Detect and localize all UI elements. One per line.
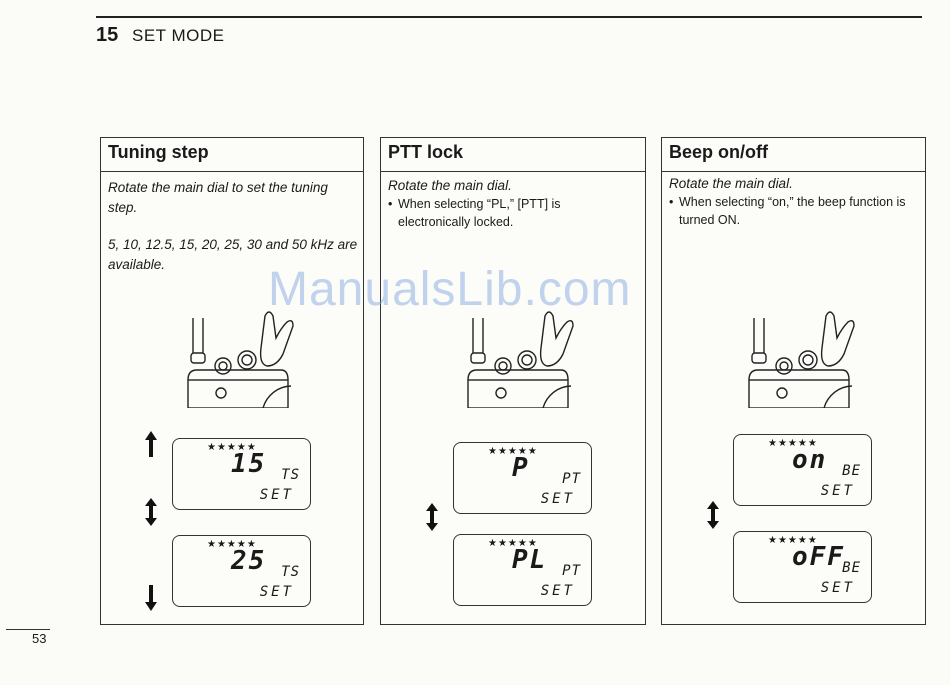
- lcd-stars: ★★★★★: [768, 438, 818, 449]
- chapter-number: 15: [96, 24, 119, 46]
- lcd-indicator: PT: [562, 563, 581, 579]
- lcd-indicator: TS: [281, 467, 300, 483]
- bullet-text: When selecting “PL,” [PTT] is electronically locked.: [398, 197, 561, 229]
- bullet-text: When selecting “on,” the beep function is turned ON.: [679, 195, 906, 227]
- panel-title: PTT lock: [381, 138, 645, 172]
- page-number: 53: [32, 631, 47, 646]
- radio-dial-illustration: [181, 308, 311, 408]
- lcd-set: SET: [820, 580, 855, 596]
- lcd-stars: ★★★★★: [488, 446, 538, 457]
- radio-dial-illustration: [742, 308, 872, 408]
- panel-ptt-lock: [380, 137, 646, 625]
- lcd-indicator: BE: [842, 463, 861, 479]
- lcd-display: [172, 535, 311, 607]
- lcd-set: SET: [259, 584, 294, 600]
- instruction-text: Rotate the main dial.: [388, 178, 512, 193]
- lcd-set: SET: [820, 483, 855, 499]
- lcd-display: [453, 534, 592, 606]
- lcd-stars: ★★★★★: [207, 442, 257, 453]
- lcd-indicator: PT: [562, 471, 581, 487]
- arrow-updown-icon: [144, 498, 158, 526]
- lcd-value: 25: [231, 546, 267, 576]
- watermark: ManualsLib.com: [268, 263, 632, 316]
- lcd-value: PL: [512, 545, 548, 575]
- lcd-value: oFF: [792, 542, 845, 572]
- instruction-text: Rotate the main dial to set the tuning step.: [108, 180, 328, 215]
- lcd-indicator: BE: [842, 560, 861, 576]
- arrow-up-icon: [144, 430, 158, 458]
- arrow-updown-icon: [706, 501, 720, 529]
- bullet-icon: •: [669, 195, 674, 209]
- arrow-updown-icon: [425, 503, 439, 531]
- lcd-display: [453, 442, 592, 514]
- lcd-indicator: TS: [281, 564, 300, 580]
- lcd-stars: ★★★★★: [207, 539, 257, 550]
- lcd-set: SET: [540, 491, 575, 507]
- radio-dial-illustration: [461, 308, 591, 408]
- bullet-icon: •: [388, 197, 393, 211]
- lcd-set: SET: [259, 487, 294, 503]
- page-rule: [6, 629, 50, 630]
- panel-beep: [661, 137, 926, 625]
- lcd-display: [172, 438, 311, 510]
- arrow-down-icon: [144, 584, 158, 612]
- panel-tuning-step: [100, 137, 364, 625]
- lcd-set: SET: [540, 583, 575, 599]
- panel-title: Tuning step: [101, 138, 363, 172]
- bullet-note: [388, 195, 636, 231]
- header-rule: [96, 16, 922, 18]
- lcd-display: [733, 434, 872, 506]
- chapter-title: SET MODE: [132, 26, 225, 45]
- lcd-value: P: [512, 453, 530, 483]
- lcd-value: 15: [231, 449, 267, 479]
- lcd-display: [733, 531, 872, 603]
- instruction-text: Rotate the main dial.: [669, 176, 793, 191]
- panel-title: Beep on/off: [662, 138, 925, 172]
- available-steps-note: 5, 10, 12.5, 15, 20, 25, 30 and 50 kHz are available.: [108, 237, 358, 272]
- lcd-stars: ★★★★★: [488, 538, 538, 549]
- bullet-note: [669, 193, 917, 229]
- lcd-stars: ★★★★★: [768, 535, 818, 546]
- lcd-value: on: [792, 445, 828, 475]
